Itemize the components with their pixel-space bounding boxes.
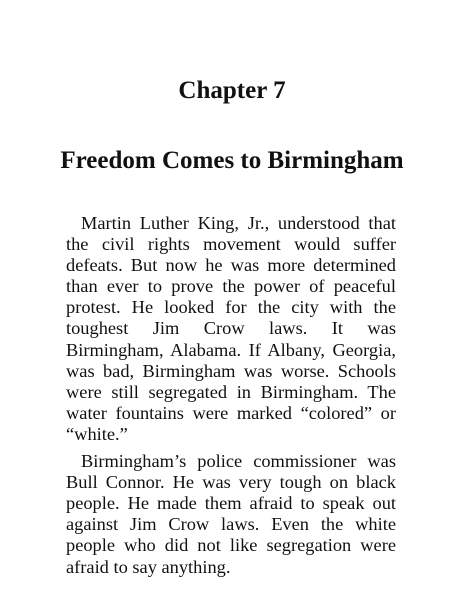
- body-paragraph: Martin Luther King, Jr., understood that the civil rights movement would suffer defeats. But now he was more determined than ever to prove the power of peaceful protest. He looked for the city with the toughest Jim Crow laws. It was Birmingham, Alabama. If Albany, Georgia, was bad, Birmingham was worse. Schools were still segregated in Birmingham. The water fountains were marked “colored” or “white.”: [66, 213, 396, 444]
- chapter-title-heading: Freedom Comes to Birmingham: [60, 147, 404, 174]
- chapter-body: [66, 213, 396, 578]
- chapter-number-heading: Chapter 7: [178, 77, 286, 104]
- body-paragraph: Birmingham’s police commissioner was Bull Connor. He was very tough on black people. He made them afraid to speak out against Jim Crow laws. Even the white people who did not like segregation were afraid to say anything.: [66, 451, 396, 577]
